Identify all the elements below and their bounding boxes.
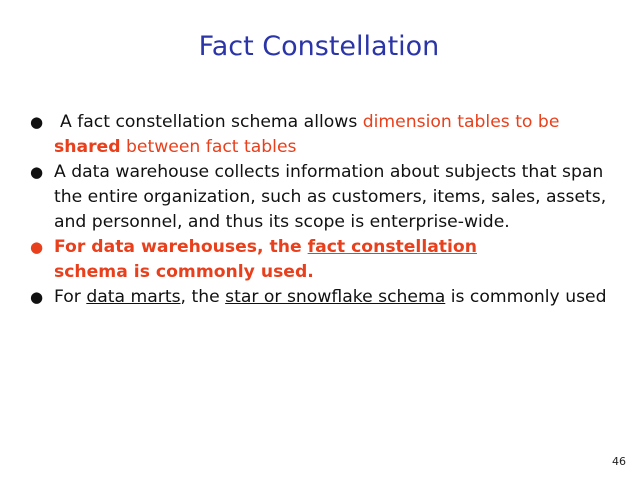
bullet-list: [30, 110, 620, 310]
bullet-text: For data warehouses, the: [54, 237, 308, 257]
bullet-icon: ●: [30, 238, 44, 256]
bullet-icon: ●: [30, 163, 44, 181]
bullet-item: [30, 285, 620, 310]
bullet-item: [30, 235, 620, 285]
bullet-text: For: [54, 287, 87, 307]
bullet-text: , the: [180, 287, 226, 307]
bullet-highlight: dimension tables to be: [362, 112, 560, 132]
term-link: star or snowflake schema: [225, 287, 446, 307]
bullet-text: A data warehouse collects information about subjects that span the entire organization, such as customers, items, sales, assets, and personnel, and thus its scope is enterprise-wide.: [54, 162, 607, 232]
bullet-text: is commonly used: [445, 287, 607, 307]
bullet-text: schema is commonly used.: [54, 262, 314, 282]
bullet-text: A fact constellation schema allows: [60, 112, 363, 132]
bullet-item: [30, 110, 620, 160]
bullet-icon: ●: [30, 113, 44, 131]
term-link: fact constellation: [307, 237, 477, 257]
bullet-highlight-bold: shared: [54, 137, 121, 157]
slide-title: Fact Constellation: [198, 31, 440, 62]
term-link: data marts: [86, 287, 181, 307]
bullet-item: [30, 160, 620, 235]
bullet-highlight: between fact tables: [120, 137, 297, 157]
page-number: 46: [612, 455, 626, 468]
bullet-icon: ●: [30, 288, 44, 306]
